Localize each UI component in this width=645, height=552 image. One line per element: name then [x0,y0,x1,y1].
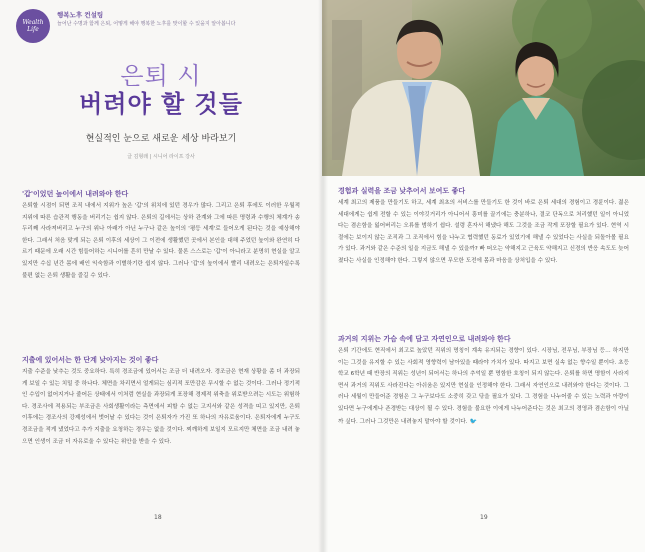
couple-photo [322,0,645,176]
article-title-line1: 은퇴 시 [120,62,202,90]
badge-line2: Life [27,26,39,33]
section-body-4: 은퇴 기간에도 현직에서 최고로 높았던 직위의 명칭이 계속 유지되는 경향이 있다. 시장님, 전무님, 부장님 등… 하지만 이는 그것을 유지할 수 있는 사회적 영향력이 남아있을 때라야 가치가 있다. 따지고 보면 실속 없는 향수일 뿐이다. 초등학교 6학년 때 반장의 직위는 성년이 되어서는 하나의 추억일 뿐 명함한 호칭이 되지 않는다. 은퇴를 하면 명함이 사라지면서 과거의 직위도 사라진다는 아쉬움은 있지만 현실을 인정해야 한다. 그래서 자연인으로 내려와야 한다는 것이다. 그러나 세월이 만들어준 경험은 그 누구보다도 소중히 갖고 닦을 필요가 있다. 그 경험을 나누어줄 수 있는 노력과 아량이 있다면 누구에게나 존경받는 대상이 될 수 있다. 경험을 불요한 이에게 나누어준다는 것은 최고의 경영과 겸손함이 아닐까 싶다. 그러나 그것만은 내려놓지 말아야 할 것이다. 🐦 [338,346,629,501]
badge-line1: Wealth [22,19,44,26]
page-gutter [318,0,328,552]
couple-photo-illustration [322,0,645,176]
wealth-life-badge [16,9,50,43]
section-heading-4: 과거의 지위는 가슴 속에 담고 자연인으로 내려와야 한다 [338,335,511,343]
article-title-line2: 버려야 할 것들 [79,90,243,118]
byline: 글 김형래 | 시니어 라이프 강사 [127,154,195,160]
right-page [322,0,645,552]
article-subtitle: 현실적인 눈으로 새로운 세상 바라보기 [85,134,237,144]
series-subtitle: 늘어난 수명과 함께 은퇴, 어떻게 해야 행복한 노후를 맞이할 수 있을지 알아봅니다 [57,21,236,27]
section-heading-3: 경험과 실력을 조금 낮추어서 보여도 좋다 [338,187,466,195]
section-heading-1: '갑'이었던 높이에서 내려와야 한다 [22,190,129,198]
section-heading-2: 지출에 있어서는 한 단계 낮아지는 것이 좋다 [22,356,159,364]
page-number-right: 19 [480,514,488,521]
section-body-2: 지출 수준을 낮추는 것도 중요하다. 특히 경조금에 있어서는 조금 더 내려오자. 경조금은 현재 상황을 좀 더 과장되게 보일 수 있는 치밀 중 하나다. 체면을 차리면서 얼게되는 심리적 포만감은 무시할 수 없는 것이다. 그러나 정기적인 수입이 없어지거나 줄어든 상태에서 이처럼 현실을 과장되게 포장해 경제적 위축을 위로받으려는 시도는 위험하다. 경조사에 적용되는 부조금은 사회생활이라는 측면에서 피할 수 없는 고지서와 같은 성격을 띠고 있지만, 은퇴 이후에는 경조사의 강제성에서 벗어날 수 있다는 것이 은퇴자가 가진 또 하나의 자유로움이다. 은퇴자에게 누구도 경조금을 적게 냈었다고 추가 지출을 요청하는 경우는 없을 것이다. 찌깨하게 보일지 모르지만 체면을 조금 내려 놓으면 인생이 조금 더 자유로울 수 있다는 위안을 받을 수 있다. [22,369,300,445]
left-page [0,0,322,552]
page-number-left: 18 [154,514,162,521]
section-body-3: 세계 최고의 제품을 만들기도 하고, 세계 최초의 서비스를 만들기도 한 것이 바로 은퇴 세대의 경험이고 경륜이다. 젊은 세대에게는 쉽게 전할 수 있는 이야깃거리가 아니어서 흥미를 끌기에는 충분하나, 결코 단독으로 처리했던 일이 아니었다는 겸손함을 잃어버리는 오류를 범하기 쉽다. 설령 혼자서 해냈다 해도 그것을 조금 작게 포장할 필요가 있다. 현역 시절에는 보이지 않는 조직과 그 조직에서 힘을 나누고 협력했던 동료가 있었기에 해낼 수 있었다는 사실을 되돌아볼 필요가 있다. 과거와 같은 수준의 일을 지금도 해낼 수 있을까? 빠 떠오는 약해지고 근육도 약해지고 신경의 반응 속도도 늦어졌다는 사실을 인정해야 한다. 그렇지 않으면 무모한 도전에 몸과 마음을 상처입을 수 있다. [338,200,629,264]
section-body-1: 은퇴할 시점이 되면 조직 내에서 지위가 높은 '갑'의 위치에 있던 경우가 많다. 그리고 은퇴 후에도 이러한 우월적 지위에 따른 습관적 행동을 버리기는 쉽지 않다. 은퇴의 길에서는 상하 관계와 그에 따른 명령과 수행의 체계가 송두리째 사라져버리고 누구의 위나 아래가 아닌 누구나 같은 높이의 '평등 세계'로 들어오게 된다는 것을 예상해야 한다. 그래서 처음 맞게 되는 은퇴 이후의 세상이 그 이전에 생활했던 곳에서 본인을 대해 주었던 높이와 완연히 다르기 때문에 오래 시간 힘들어하는 시니어를 흔히 만날 수 있다. 물론 스스로는 '갑'이 아니라고 분명히 현실을 알고 있지만 수십 년간 몸에 배인 익숙함과 이별하기란 쉽지 않다. 그러나 '갑'의 높이에서 빨리 내려오는 은퇴자일수록 불편 없는 은퇴 생활을 즐길 수 있다. [22,203,300,279]
series-title: 행복노후 컨설팅 [57,11,104,19]
end-mark-icon: 🐦 [469,417,477,425]
